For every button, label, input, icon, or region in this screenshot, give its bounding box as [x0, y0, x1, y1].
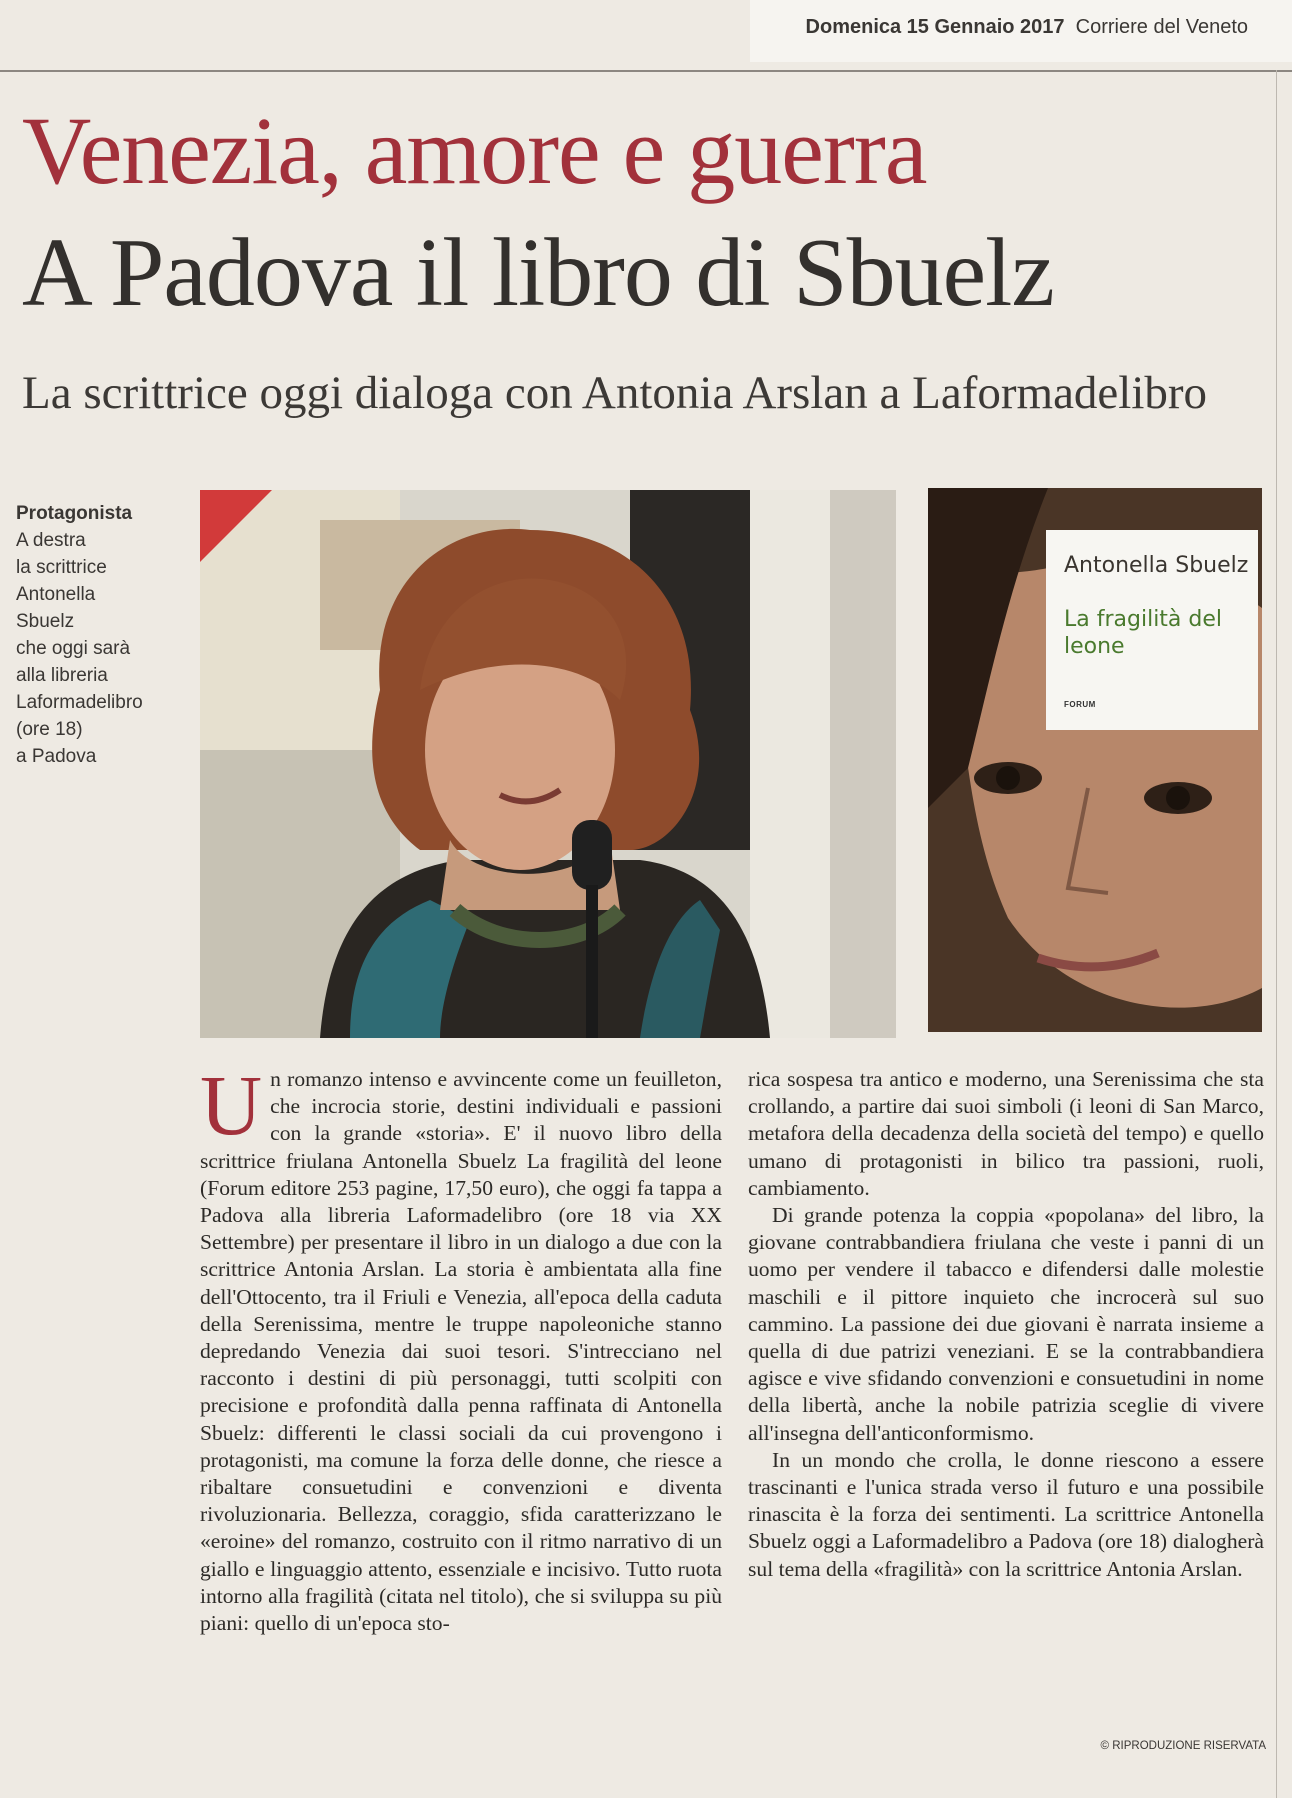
headline-line-1: Venezia, amore e guerra [22, 97, 927, 204]
caption-label: Protagonista [16, 503, 133, 524]
headline-line-2: A Padova il libro di Sbuelz [22, 219, 1054, 327]
caption-line: Laformadelibro [16, 692, 143, 713]
caption-line: a Padova [16, 746, 97, 767]
cover-title-box [1046, 530, 1258, 730]
caption-line: A destra [16, 530, 86, 551]
copyright-notice: © RIPRODUZIONE RISERVATA [1100, 1740, 1266, 1752]
cover-author: Antonella Sbuelz [1064, 553, 1249, 578]
article-paragraph: Di grande potenza la coppia «popolana» del libro, la giovane contrabbandiera friulana che veste i panni di un uomo per vendere il tabacco e difendersi dalle molestie maschili e il pittore inquieto che incrocerà sul suo cammino. La passione dei due giovani è narrata insieme a quella di due patrizi veneziani. E se la contrabbandiera agisce e vive sfidando convenzioni e consuetudini in nome della libertà, anche la nobile patrizia sceglie di vivere all'insegna dell'anticonformismo. [748, 1203, 1264, 1445]
article-paragraph: rica sospesa tra antico e moderno, una Serenissima che sta crollando, a partire dai suoi simboli (i leoni di San Marco, metafora della decadenza della società del tempo) e quello umano di protagonisti in bilico tra passioni, ruoli, cambiamento. [748, 1067, 1264, 1200]
caption-line: Antonella [16, 584, 96, 605]
caption-line: (ore 18) [16, 719, 83, 740]
caption-line: la scrittrice [16, 557, 107, 578]
right-rule [1276, 70, 1277, 1798]
caption-line: alla libreria [16, 665, 108, 686]
header-rule [0, 70, 1292, 72]
article-column-1 [200, 1057, 722, 1637]
author-photo-illustration [200, 490, 896, 1038]
article-column-2 [748, 1066, 1264, 1583]
book-cover [928, 488, 1262, 1032]
dateline [806, 16, 1248, 39]
caption-line: che oggi sarà [16, 638, 131, 659]
subtitle: La scrittrice oggi dialoga con Antonia Arslan a Laformadelibro [22, 367, 1208, 419]
newspaper-name: Corriere del Veneto [1075, 16, 1248, 38]
article-paragraph: n romanzo intenso e avvincente come un feuilleton, che incrocia storie, destini individuali e passioni con la grande «storia». E' il nuovo libro della scrittrice friulana Antonella Sbuelz La fragilità del leone (Forum editore 253 pagine, 17,50 euro), che oggi fa tappa a Padova alla libreria Laformadelibro (ore 18 via XX Settembre) per presentare il libro in un dialogo a due con la scrittrice Antonia Arslan. La storia è ambientata alla fine dell'Ottocento, tra il Friuli e Venezia, all'epoca della caduta della Serenissima, mentre le truppe napoleoniche stanno depredando Venezia dai suoi tesori. S'intrecciano nel racconto i destini di più personaggi, tutti scolpiti con precisione e profondità dalla penna raffinata di Antonella Sbuelz: differenti le classi sociali da cui provengono i protagonisti, ma comune la forza delle donne, che riesce a ribaltare consuetudini e convenzioni e diventa rivoluzionaria. Bellezza, coraggio, sfida caratterizzano le «eroine» del romanzo, costruito con il ritmo narrativo di un giallo e linguaggio attento, essenziale e incisivo. Tutto ruota intorno alla fragilità (citata nel titolo), che si sviluppa su più piani: quello di un'epoca sto- [200, 1067, 722, 1636]
date: Domenica 15 Gennaio 2017 [805, 16, 1065, 38]
cover-publisher: FORUM [1064, 700, 1096, 709]
article-paragraph: In un mondo che crolla, le donne riescono a essere trascinanti e l'unica strada verso il futuro e una possibile rinascita è la forza dei sentimenti. La scrittrice Antonella Sbuelz oggi a Laformadelibro a Padova (ore 18) dialogherà sul tema della «fragilità» con la scrittrice Antonia Arslan. [748, 1447, 1264, 1581]
caption-line: Sbuelz [16, 611, 75, 632]
drop-cap: U [200, 1057, 263, 1153]
photo-caption [16, 500, 186, 770]
author-photo [200, 490, 896, 1038]
cover-title: La fragilità del leone [1064, 607, 1223, 659]
